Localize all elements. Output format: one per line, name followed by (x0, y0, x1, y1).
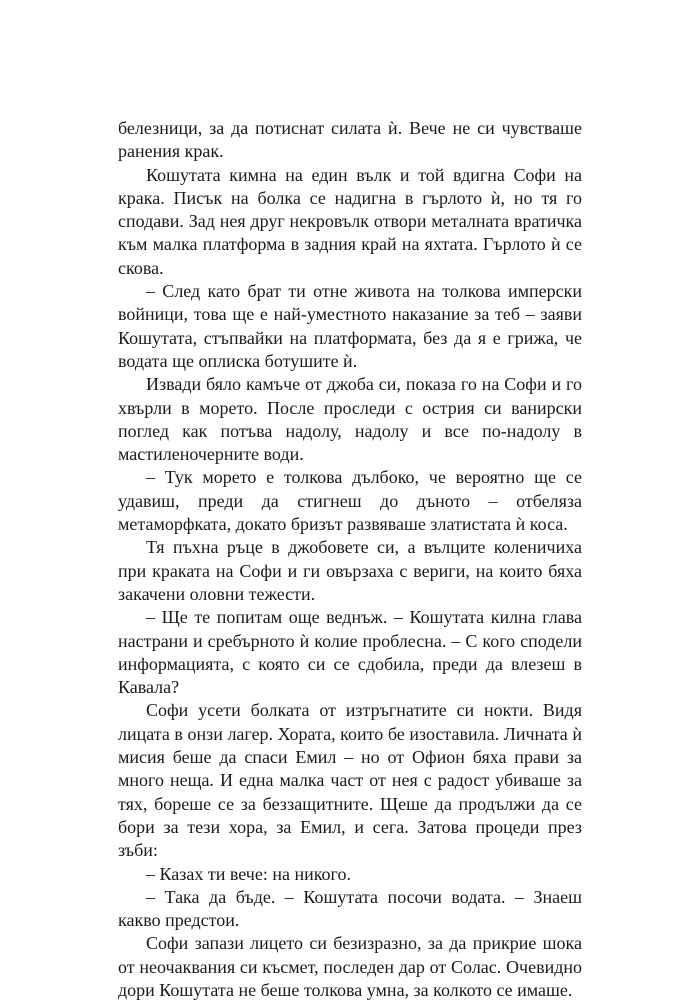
paragraph-9: – Казах ти вече: на никого. (146, 863, 351, 884)
paragraph-10: – Така да бъде. – Кошутата посочи водата. – Знаеш какво предстои. (118, 886, 582, 931)
paragraph-6: Тя пъхна ръце в джобовете си, а вълците коленичиха при краката на Софи и ги овързаха с вериги, на които бяха закачени оловни тежести. (118, 537, 582, 604)
paragraph-1: белезници, за да потиснат силата ѝ. Вече не си чувстваше ранения крак. (118, 118, 582, 162)
paragraph-11: Софи запази лицето си безизразно, за да прикрие шока от неочаквания си късмет, последен дар от Солас. Очевидно дори Кошутата не беше толкова умна, за колкото се имаше. (118, 933, 582, 1000)
paragraph-4: Извади бяло камъче от джоба си, показа го на Софи и го хвърли в морето. После проследи с острия си ванирски поглед как потъва надолу, надолу и все по-надолу в мастиленочерните води. (118, 374, 582, 465)
paragraph-3: – След като брат ти отне живота на толкова имперски войници, това ще е най-уместното наказание за теб – заяви Кошутата, стъпвайки на платформата, без да я е грижа, че водата ще оплиска ботушите ѝ. (118, 281, 582, 371)
page-text (118, 117, 582, 1002)
paragraph-7: – Ще те попитам още веднъж. – Кошутата килна глава настрани и сребърното ѝ колие проблесна. – С кого сподели информацията, с която си се сдобила, преди да влезеш в Кавала? (118, 607, 582, 698)
paragraph-2: Кошутата кимна на един вълк и той вдигна Софи на крака. Писък на болка се надигна в гърлото ѝ, но тя го сподави. Зад нея друг некровълк отвори металната вратичка към малка платформа в задния край на яхтата. Гърлото ѝ се скова. (118, 164, 582, 278)
paragraph-5: – Тук морето е толкова дълбоко, че вероятно ще се удавиш, преди да стигнеш до дъното – отбеляза метаморфката, докато бризът развяваше златистата ѝ коса. (118, 467, 582, 535)
paragraph-8: Софи усети болката от изтръгнатите си нокти. Видя лицата в онзи лагер. Хората, които бе изоставила. Личната ѝ мисия беше да спаси Емил – но от Офион бяха прави за много неща. И една малка част от нея с радост убиваше за тях, бореше се за беззащитните. Щеше да продължи да се бори за тези хора, за Емил, и сега. Затова процеди през зъби: (118, 700, 582, 861)
